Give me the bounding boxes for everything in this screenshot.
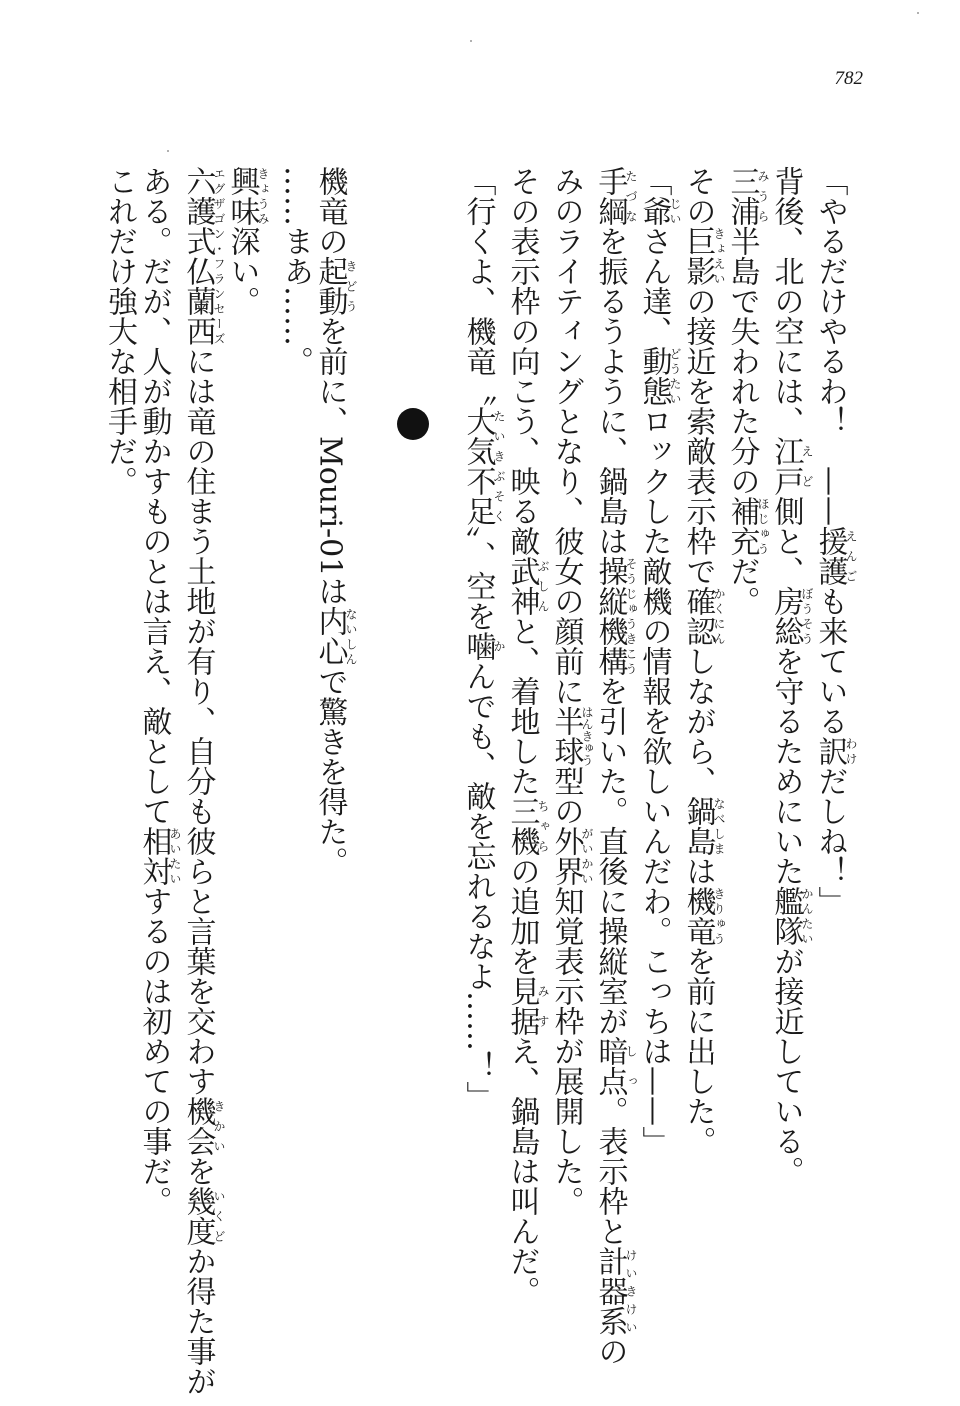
ruby-text: 動態どうたい [636, 346, 682, 406]
furigana: はんきゅう [580, 706, 594, 766]
ruby-text: 訳わけ [812, 736, 858, 766]
text-segment: 背後、北の空には、 [768, 166, 804, 436]
text-line-14 [224, 166, 270, 316]
text-segment: 知覚表示枠が展開した。 [548, 886, 584, 1216]
furigana: そうじゅうきこう [624, 556, 638, 676]
text-segment: ……まあ……。 [278, 166, 313, 376]
ruby-text: 江戸えど [768, 436, 814, 496]
ruby-text: 噛か [460, 631, 506, 661]
section-break-dot [397, 408, 429, 440]
text-segment: だしね！」 [812, 766, 848, 916]
ruby-text: 三浦みうら [724, 166, 770, 226]
text-segment: で驚きを得た。 [312, 666, 348, 877]
furigana: じい [668, 196, 682, 226]
text-segment: 。表示枠と [592, 1096, 628, 1246]
text-segment: を振るうように、鍋島は [592, 226, 628, 556]
text-segment: しながら、 [680, 646, 716, 796]
furigana: がいかい [580, 826, 594, 886]
text-line-9 [460, 166, 506, 1111]
ruby-text: 計器系けいきけい [592, 1246, 638, 1336]
ruby-text: 暗点しっ [592, 1036, 638, 1096]
text-segment: 半島で失われた分の [724, 226, 760, 496]
text-segment: 機竜の [312, 166, 348, 256]
furigana: きょうみ [256, 166, 270, 226]
text-segment: を前に出した。 [680, 946, 716, 1156]
text-segment: 「やるだけやるわ！ —— [812, 166, 848, 526]
furigana: きょえい [712, 226, 726, 286]
ruby-text: 援護えんご [812, 526, 858, 586]
furigana: ないしん [344, 606, 358, 667]
text-segment: んでも、敵を忘れるなよ……！」 [460, 661, 496, 1111]
text-segment: 側と、 [768, 496, 804, 586]
ruby-text: 爺じい [636, 196, 682, 226]
furigana: なべしま [712, 796, 726, 856]
ruby-text: 操縦機構そうじゅうきこう [592, 556, 638, 676]
text-segment: え、鍋島は叫んだ。 [504, 1036, 540, 1306]
furigana: いくど [212, 1186, 226, 1246]
text-line-7 [548, 166, 594, 1216]
ruby-text: 大気不足たいきぶそく [460, 406, 506, 526]
text-segment: 「行くよ、機竜〝 [460, 166, 496, 406]
text-line-13 [277, 166, 313, 376]
furigana: けいきけい [624, 1246, 638, 1336]
ruby-text: 鍋島なべしま [680, 796, 726, 856]
ruby-text: 武神ぶしん [504, 556, 550, 616]
text-line-15 [180, 166, 226, 1396]
text-line-8 [504, 166, 550, 1306]
furigana: ぶしん [536, 556, 550, 616]
text-segment: には竜の住まう土地が有り、自分も彼らと言葉を交わす [180, 346, 216, 1096]
furigana: きりゅう [712, 886, 726, 946]
text-segment: を引いた。直後に操縦室が [592, 676, 628, 1036]
text-segment: 「 [636, 166, 672, 196]
text-segment: さん達、 [636, 226, 672, 346]
text-line-17 [101, 166, 137, 496]
text-line-12 [312, 166, 358, 877]
text-segment: その表示枠の向こう、映る敵 [504, 166, 540, 556]
text-segment: を前に、Mouri-01は [312, 316, 348, 607]
text-line-2 [768, 166, 814, 1186]
furigana: ほじゅう [756, 496, 770, 556]
text-segment: 〟、空を [460, 526, 496, 631]
furigana: えんご [844, 526, 858, 586]
text-segment: するのは初めての事だ。 [136, 886, 172, 1216]
ruby-text: 機会きかい [180, 1096, 226, 1156]
text-segment: 深い。 [224, 226, 260, 316]
furigana: あいたい [168, 826, 182, 886]
furigana: か [492, 631, 506, 661]
ruby-text: 巨影きょえい [680, 226, 726, 286]
furigana: きかい [212, 1096, 226, 1156]
ruby-text: 補充ほじゅう [724, 496, 770, 556]
furigana: ちゃら [536, 796, 550, 856]
text-line-4 [680, 166, 726, 1156]
furigana: ぼうそう [800, 586, 814, 646]
ruby-text: 六護式仏蘭西エグザゴン・フランセーズ [180, 166, 226, 346]
ruby-text: 相対あいたい [136, 826, 182, 886]
text-segment: の [592, 1336, 628, 1366]
ruby-text: 確認かくにん [680, 586, 726, 646]
text-segment: の接近を索敵表示枠で [680, 286, 716, 586]
furigana: かんたい [800, 886, 814, 946]
text-segment: は [680, 856, 716, 886]
ruby-text: 半球はんきゅう [548, 706, 594, 766]
scan-speck [167, 150, 169, 152]
page-number: 782 [834, 68, 863, 89]
text-segment: ロックした敵機の情報を欲しいんだわ。こっちは——」 [636, 406, 672, 1156]
furigana: わけ [844, 736, 858, 766]
furigana: どうたい [668, 346, 682, 406]
text-segment: も来ている [812, 586, 848, 736]
ruby-text: 手綱たづな [592, 166, 638, 226]
text-segment: か得た事が [180, 1246, 216, 1396]
text-segment: 型の [548, 766, 584, 826]
furigana: しっ [624, 1036, 638, 1096]
scan-speck [917, 12, 919, 14]
furigana: たいきぶそく [492, 406, 506, 526]
furigana: きどう [344, 256, 358, 316]
ruby-text: 外界がいかい [548, 826, 594, 886]
ruby-text: 艦隊かんたい [768, 886, 814, 946]
text-segment: を [180, 1156, 216, 1186]
furigana: みうら [756, 166, 770, 226]
furigana: たづな [624, 166, 638, 226]
ruby-text: 機竜きりゅう [680, 886, 726, 946]
text-line-3 [724, 166, 770, 616]
text-segment: と、着地した [504, 616, 540, 796]
ruby-text: 内心ないしん [312, 606, 358, 667]
text-segment: その [680, 166, 716, 226]
text-line-6 [592, 166, 638, 1366]
text-segment: ある。だが、人が動かすものとは言え、敵として [136, 166, 172, 826]
text-line-5 [636, 166, 682, 1156]
text-segment: これだけ強大な相手だ。 [102, 166, 137, 496]
text-segment: を守るためにいた [768, 646, 804, 886]
text-segment: みのライティングとなり、彼女の顔前に [548, 166, 584, 706]
furigana: エグザゴン・フランセーズ [212, 166, 226, 346]
ruby-text: 三機ちゃら [504, 796, 550, 856]
text-segment: だ。 [724, 556, 760, 616]
text-line-1 [812, 166, 858, 916]
text-segment: が接近している。 [768, 946, 804, 1186]
ruby-text: 房総ぼうそう [768, 586, 814, 646]
text-segment: の追加を [504, 856, 540, 976]
furigana: えど [800, 436, 814, 496]
ruby-text: 幾度いくど [180, 1186, 226, 1246]
ruby-text: 興味きょうみ [224, 166, 270, 226]
ruby-text: 起動きどう [312, 256, 358, 316]
text-line-16 [136, 166, 182, 1216]
ruby-text: 見据みす [504, 976, 550, 1036]
furigana: みす [536, 976, 550, 1036]
furigana: かくにん [712, 586, 726, 646]
scan-speck [470, 40, 472, 42]
